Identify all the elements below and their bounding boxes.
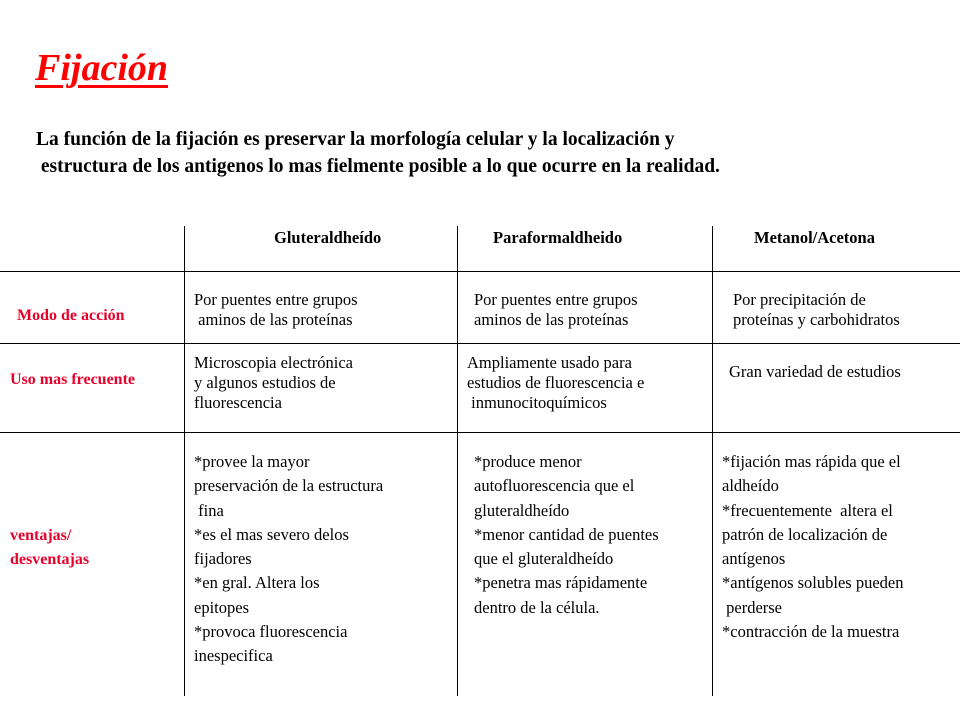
- cell-line: perderse: [722, 597, 783, 617]
- cell-line: proteínas y carbohidratos: [733, 310, 900, 330]
- cell-line: aldheído: [722, 476, 779, 496]
- cell-line: *frecuentemente altera el: [722, 500, 893, 520]
- cell-line: aminos de las proteínas: [474, 310, 629, 330]
- cell-ventajas-metanol-acetona: [722, 450, 903, 644]
- column-header-metanol-acetona: Metanol/Acetona: [754, 228, 875, 247]
- cell-line: *antígenos solubles pueden: [722, 573, 904, 593]
- cell-line: epitopes: [194, 597, 249, 617]
- cell-ventajas-paraformaldheido: [474, 450, 659, 620]
- row-divider-2: [0, 343, 960, 344]
- cell-line: *provee la mayor: [194, 452, 310, 471]
- cell-line: Gran variedad de estudios: [729, 362, 901, 381]
- column-divider-2: [457, 226, 458, 696]
- cell-uso-metanol-acetona: [729, 362, 901, 382]
- intro-line-2-text: estructura de los antigenos lo mas fielmente posible a lo que ocurre en la realidad.: [40, 156, 720, 177]
- cell-line: Ampliamente usado para: [467, 353, 632, 372]
- cell-modo-paraformaldheido: [474, 290, 638, 330]
- cell-line: Por precipitación de: [733, 290, 866, 309]
- cell-line: patrón de localización de: [722, 524, 888, 544]
- cell-line: *fijación mas rápida que el: [722, 452, 901, 471]
- cell-line: estudios de fluorescencia e: [467, 373, 645, 393]
- cell-line: antígenos: [722, 549, 786, 569]
- cell-line: gluteraldheído: [474, 500, 570, 520]
- page-title: Fijación: [35, 47, 169, 89]
- cell-line: *menor cantidad de puentes: [474, 524, 659, 544]
- cell-line: *produce menor: [474, 452, 582, 471]
- row-divider-1: [0, 271, 960, 272]
- cell-line: Microscopia electrónica: [194, 353, 353, 372]
- cell-line: *en gral. Altera los: [194, 573, 320, 593]
- row-divider-3: [0, 432, 960, 433]
- cell-line: *provoca fluorescencia: [194, 622, 348, 642]
- cell-line: dentro de la célula.: [474, 597, 600, 617]
- row-label-modo-de-accion: Modo de acción: [17, 307, 125, 324]
- cell-line: fina: [194, 500, 224, 520]
- row-label-ventajas-desventajas: [10, 524, 89, 572]
- column-header-paraformaldheido: Paraformaldheido: [493, 228, 623, 247]
- row-label-line: desventajas: [10, 551, 90, 568]
- row-label-uso-mas-frecuente: Uso mas frecuente: [10, 371, 136, 388]
- intro-line-2: [36, 155, 720, 178]
- cell-line: *penetra mas rápidamente: [474, 573, 648, 593]
- cell-line: Por puentes entre grupos: [474, 290, 638, 309]
- cell-line: fluorescencia: [194, 393, 282, 413]
- column-divider-1: [184, 226, 185, 696]
- cell-line: fijadores: [194, 549, 252, 569]
- cell-line: autofluorescencia que el: [474, 476, 635, 496]
- cell-line: preservación de la estructura: [194, 476, 384, 496]
- cell-line: que el gluteraldheído: [474, 549, 614, 569]
- cell-uso-gluteraldheido: [194, 353, 353, 413]
- cell-line: inmunocitoquímicos: [467, 393, 607, 413]
- cell-line: Por puentes entre grupos: [194, 290, 358, 309]
- cell-line: *contracción de la muestra: [722, 622, 900, 642]
- cell-line: y algunos estudios de: [194, 373, 336, 393]
- cell-ventajas-gluteraldheido: [194, 450, 383, 669]
- cell-line: aminos de las proteínas: [194, 310, 353, 330]
- column-header-gluteraldheido: Gluteraldheído: [274, 228, 382, 247]
- cell-modo-gluteraldheido: [194, 290, 358, 330]
- row-label-line: ventajas/: [10, 527, 72, 544]
- column-divider-3: [712, 226, 713, 696]
- intro-line-1: La función de la fijación es preservar la morfología celular y la localización y: [36, 129, 675, 150]
- cell-line: inespecifica: [194, 646, 273, 666]
- cell-line: *es el mas severo delos: [194, 524, 349, 544]
- cell-uso-paraformaldheido: [467, 353, 644, 413]
- cell-modo-metanol-acetona: [733, 290, 900, 330]
